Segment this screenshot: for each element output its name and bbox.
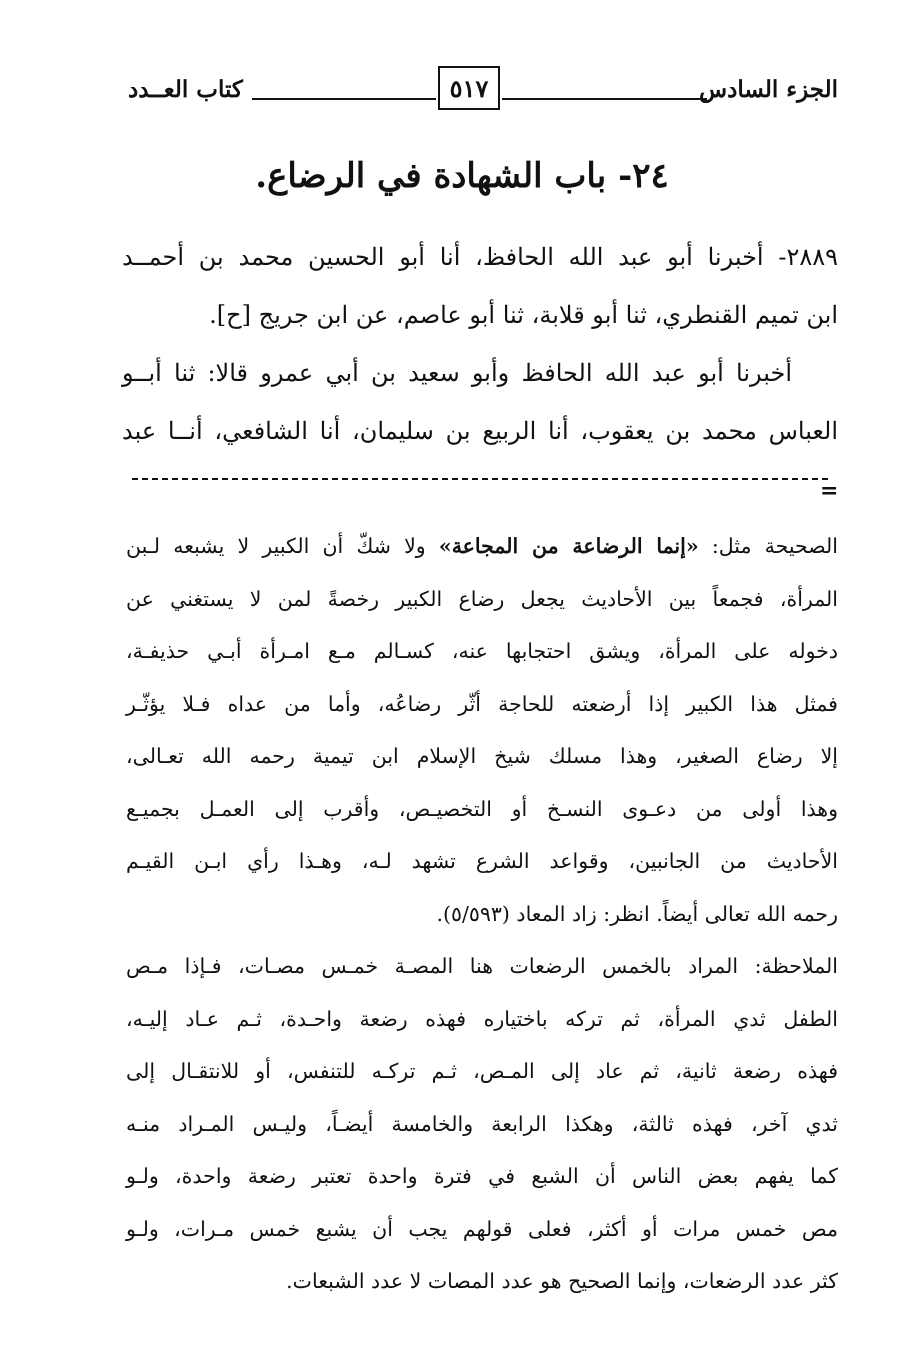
footnote-line: دخوله على المرأة، ويشق احتجابها عنه، كسـالم مـع امـرأة أبـي حذيفـة،	[126, 639, 838, 663]
footnote-line: الأحاديث من الجانبين، وقواعد الشرع تشهد لـه، وهـذا رأي ابـن القيـم	[126, 849, 838, 873]
footnote-line: مص خمس مرات أو أكثر، فعلى قولهم يجب أن يشبع خمس مـرات، ولـو	[126, 1216, 838, 1241]
header-rule-left	[252, 98, 436, 100]
header-book-title: كتاب العــدد	[128, 76, 243, 103]
footnote-line: إلا رضاع الصغير، وهذا مسلك شيخ الإسلام ابن تيمية رحمه الله تعـالى،	[126, 744, 838, 768]
footnote-line: ثدي آخر، فهذه ثالثة، وهكذا الرابعة والخامسة أيضـاً، وليـس المـراد منـه	[126, 1111, 838, 1136]
footnote-line: رحمه الله تعالى أيضاً. انظر: زاد المعاد (٥/٥٩٣).	[436, 901, 838, 926]
main-text	[122, 228, 838, 460]
footnote-separator	[132, 478, 828, 480]
footnote-line: فهذه رضعة ثانية، ثم عاد إلى المـص، ثـم تركـه للتنفس، أو للانتقـال إلى	[126, 1059, 838, 1083]
hadith-quote: «إنما الرضاعة من المجاعة»	[438, 534, 699, 558]
page-number-box: ٥١٧	[438, 66, 500, 110]
footnote-text: ولا شكّ أن الكبير لا يشبعه لـبن	[126, 534, 439, 558]
footnote-line: الطفل ثدي المرأة، ثم تركه باختياره فهذه رضعة واحـدة، ثـم عـاد إليـه،	[126, 1006, 838, 1031]
footnote-line	[126, 520, 838, 573]
footnote-line: وهذا أولى من دعـوى النسـخ أو التخصيـص، وأقرب إلى العمـل بجميـع	[126, 796, 838, 821]
header-rule-right	[502, 98, 707, 100]
footnotes	[126, 520, 838, 1308]
header-part-title: الجزء السادس	[699, 76, 838, 103]
footnote-line: الملاحظة: المراد بالخمس الرضعات هنا المصـة خمـس مصـات، فـإذا مـص	[126, 954, 838, 978]
main-text-line: ابن تميم القنطري، ثنا أبو قلابة، ثنا أبو عاصم، عن ابن جريج [ح].	[209, 301, 838, 329]
running-header	[122, 66, 838, 120]
continuation-mark: =	[820, 478, 839, 504]
main-text-line: ٢٨٨٩- أخبرنا أبو عبد الله الحافظ، أنا أبو الحسين محمد بن أحمــد	[122, 243, 838, 271]
footnote-line: كما يفهم بعض الناس أن الشبع في فترة واحدة تعتبر رضعة واحدة، ولـو	[126, 1164, 838, 1188]
footnote-text: الصحيحة مثل:	[698, 534, 838, 558]
main-text-line: العباس محمد بن يعقوب، أنا الربيع بن سليمان، أنا الشافعي، أنــا عبد	[122, 417, 838, 445]
main-text-line: أخبرنا أبو عبد الله الحافظ وأبو سعيد بن أبي عمرو قالا: ثنا أبــو	[122, 359, 792, 387]
footnote-line: فمثل هذا الكبير إذا أرضعته للحاجة أثّر رضاعُه، وأما من عداه فـلا يؤثّـر	[126, 691, 838, 716]
footnote-line: كثر عدد الرضعات، وإنما الصحيح هو عدد المصات لا عدد الشبعات.	[286, 1269, 838, 1293]
footnote-line: المرأة، فجمعاً بين الأحاديث يجعل رضاع الكبير رخصةً لمن لا يستغني عن	[126, 586, 838, 611]
chapter-title: ٢٤- باب الشهادة في الرضاع.	[255, 156, 669, 196]
